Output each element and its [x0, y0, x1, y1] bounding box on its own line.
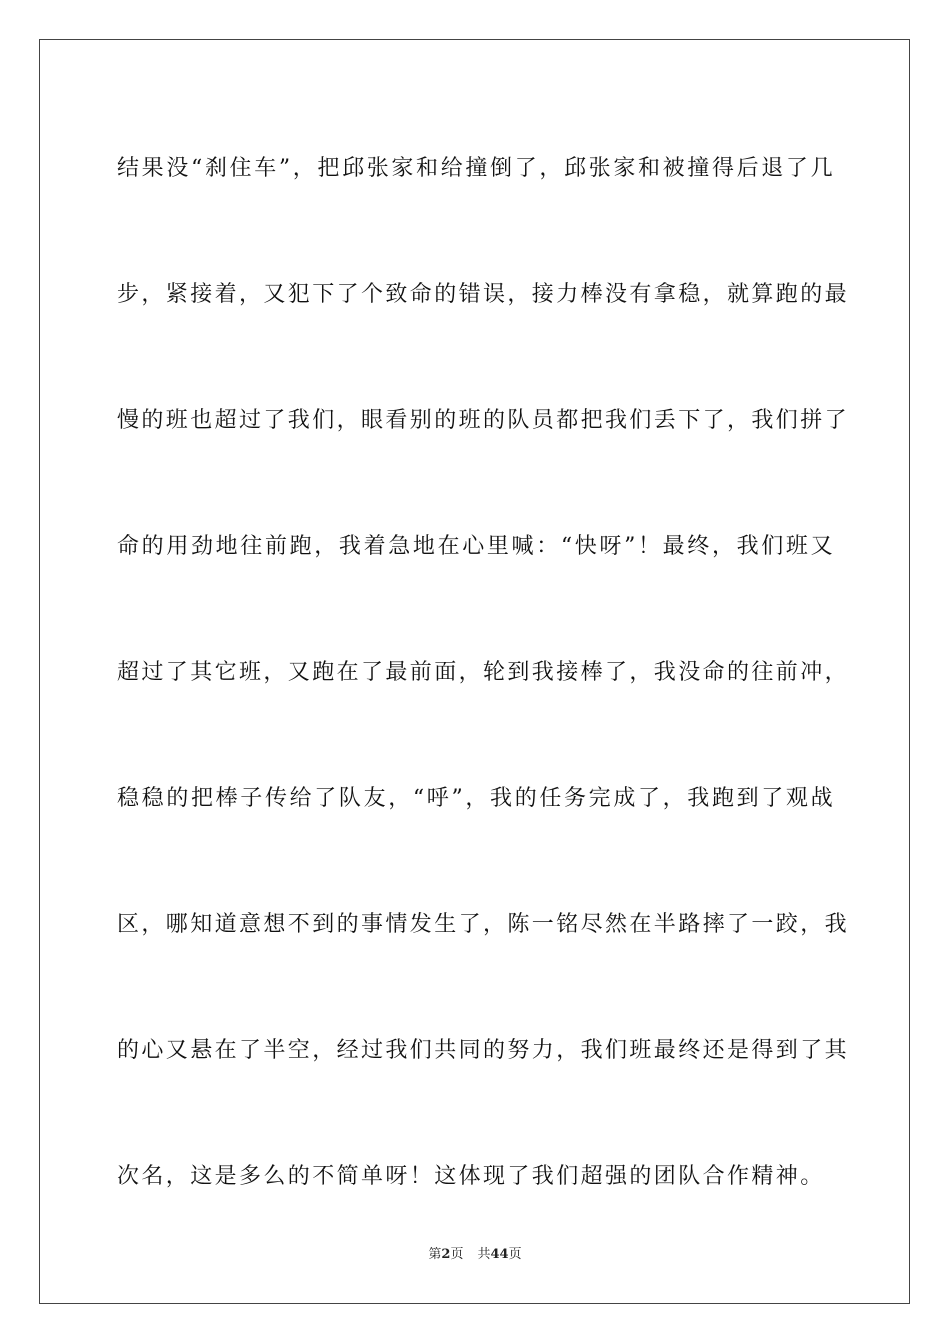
paragraph-line-7: 区，哪知道意想不到的事情发生了，陈一铭尽然在半路摔了一跤，我: [117, 912, 850, 937]
page-suffix: 页: [450, 1247, 464, 1262]
page-number: 2: [441, 1247, 451, 1262]
paragraph-line-9: 次名，这是多么的不简单呀！这体现了我们超强的团队合作精神。: [117, 1164, 825, 1189]
page-footer: [0, 1245, 950, 1265]
paragraph-line-5: 超过了其它班，又跑在了最前面，轮到我接棒了，我没命的往前冲，: [117, 660, 850, 685]
total-prefix: 共: [477, 1247, 491, 1262]
paragraph-line-8: 的心又悬在了半空，经过我们共同的努力，我们班最终还是得到了其: [117, 1038, 850, 1063]
paragraph-line-4: 命的用劲地往前跑，我着急地在心里喊：“快呀”！最终，我们班又: [117, 534, 835, 559]
paragraph-line-3: 慢的班也超过了我们，眼看别的班的队员都把我们丢下了，我们拼了: [117, 408, 850, 433]
total-suffix: 页: [508, 1247, 522, 1262]
document-body: [117, 115, 850, 1271]
paragraph-line-2: 步，紧接着，又犯下了个致命的错误，接力棒没有拿稳，就算跑的最: [117, 282, 850, 307]
paragraph-line-6: 稳稳的把棒子传给了队友，“呼”，我的任务完成了，我跑到了观战: [117, 786, 835, 811]
page-prefix: 第: [428, 1247, 442, 1262]
total-pages: 44: [490, 1247, 509, 1262]
paragraph-line-1: 结果没“刹住车”，把邱张家和给撞倒了，邱张家和被撞得后退了几: [117, 156, 835, 181]
